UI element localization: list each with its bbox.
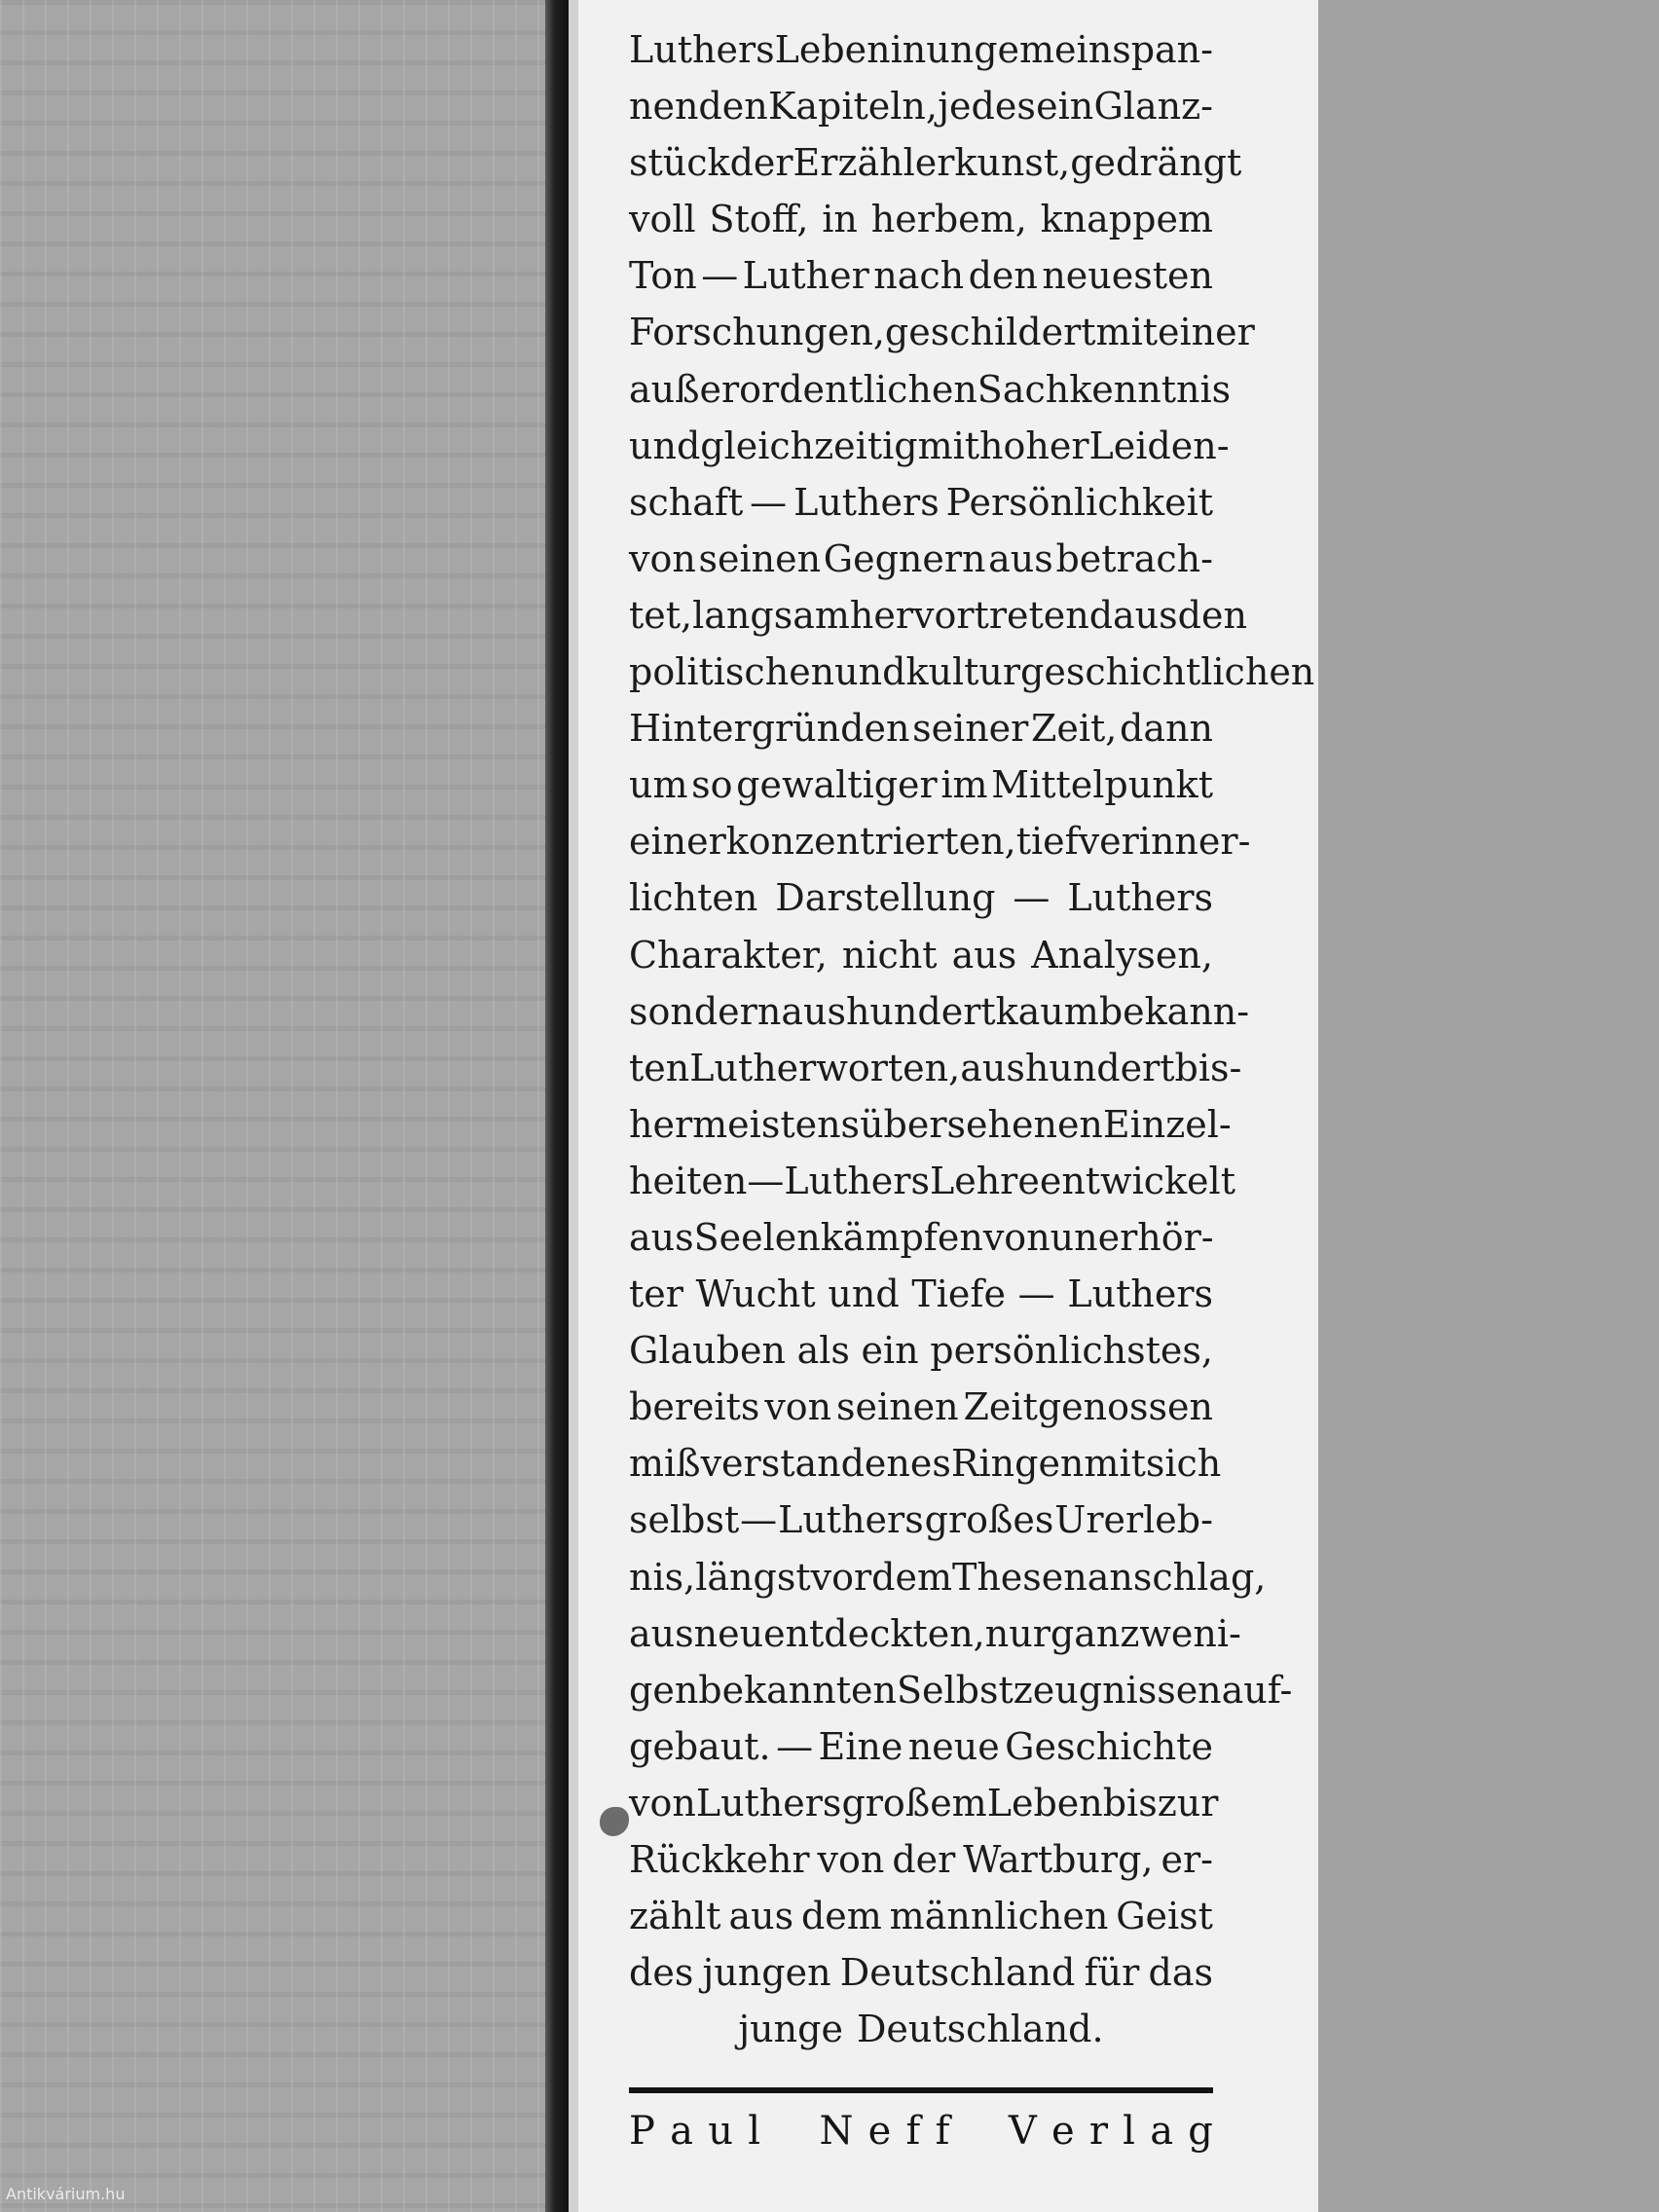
blurb-word: Leiden- <box>1088 424 1230 467</box>
blurb-word: Eine <box>818 1724 903 1768</box>
blurb-word: knappem <box>1040 198 1213 241</box>
blurb-word: her <box>629 1102 693 1146</box>
blurb-word: bekann- <box>1098 989 1250 1033</box>
blurb-word: Deutschland. <box>856 2008 1104 2051</box>
blurb-word: der <box>729 141 793 185</box>
blurb-word: Luthers <box>695 1781 842 1825</box>
blurb-line <box>629 1379 1213 1435</box>
publisher-letter: f <box>905 2109 921 2154</box>
blurb-word: Glanz- <box>1093 85 1213 129</box>
blurb-word: aus <box>781 989 846 1033</box>
blurb-word: Leben <box>986 1781 1103 1825</box>
blurb-word: mit <box>1095 311 1159 354</box>
blurb-word: schaft <box>629 480 744 524</box>
blurb-word: hoher <box>979 424 1089 467</box>
blurb-word: politischen <box>629 650 835 694</box>
blurb-word: selbst <box>629 1498 740 1542</box>
blurb-word: Ringen <box>950 1442 1085 1486</box>
blurb-word: auf- <box>1221 1668 1293 1712</box>
publisher-letter: a <box>670 2109 693 2154</box>
blurb-word: Hintergründen <box>629 707 910 751</box>
blurb-word: gleichzeitig <box>700 424 918 467</box>
blurb-word: meistens <box>692 1102 861 1146</box>
blurb-word: seinen <box>836 1385 959 1429</box>
blurb-word: den <box>968 254 1038 298</box>
blurb-line <box>629 361 1232 418</box>
blurb-word: konzentrierten, <box>725 820 1016 864</box>
blurb-word: stück <box>629 141 730 185</box>
blurb-word: großem <box>841 1781 987 1825</box>
blurb-word: Tiefe <box>911 1272 1006 1316</box>
blurb-word: hundert <box>1024 1046 1175 1089</box>
blurb-word: bekannten <box>698 1668 897 1712</box>
blurb-word: hundert <box>845 989 996 1033</box>
blurb-word: persönlichstes, <box>930 1329 1213 1373</box>
blurb-word: Analysen, <box>1031 933 1213 977</box>
blurb-word: außerordentlichen <box>629 367 977 411</box>
blurb-word: unerhör- <box>1050 1215 1214 1259</box>
blurb-word: zählt <box>629 1895 721 1938</box>
blurb-word: seinen <box>698 536 822 580</box>
blurb-word: jedes <box>938 85 1036 129</box>
blurb-word: Einzel- <box>1102 1102 1232 1146</box>
blurb-word: der <box>892 1838 956 1881</box>
blurb-word: aus <box>988 536 1053 580</box>
blurb-word: aus <box>951 933 1017 977</box>
blurb-word: Mittelpunkt <box>991 763 1213 807</box>
publisher-letter: P <box>629 2109 655 2154</box>
blurb-word: sondern <box>629 989 782 1033</box>
blurb-word: Wartburg, <box>963 1838 1154 1881</box>
blurb-word: Lehre <box>929 1159 1040 1202</box>
blurb-word: bis- <box>1174 1046 1242 1089</box>
blurb-word: sich <box>1145 1442 1222 1486</box>
blurb-word: zur <box>1157 1781 1219 1825</box>
blurb-word: von <box>764 1385 832 1429</box>
blurb-line <box>629 1040 1242 1096</box>
blurb-word: Geist <box>1116 1895 1213 1938</box>
publisher-letter: f <box>935 2109 950 2154</box>
blurb-word: Luthers <box>784 1159 930 1202</box>
blurb-word: gewaltiger <box>736 763 938 807</box>
blurb-word: Stoff, <box>709 198 809 241</box>
blurb-word: bis <box>1102 1781 1158 1825</box>
blurb-word: mißverstandenes <box>629 1442 951 1486</box>
blurb-line <box>629 134 1242 191</box>
blurb-word: aus <box>728 1895 794 1938</box>
blurb-word: seiner <box>912 707 1029 751</box>
blurb-word: als <box>796 1329 850 1373</box>
blurb-word: um <box>629 763 688 807</box>
blurb-word: in <box>822 198 858 241</box>
page-edge <box>569 0 578 2212</box>
blurb-word: Urerleb- <box>1054 1498 1213 1542</box>
blurb-word: tief <box>1015 820 1079 864</box>
blurb-word: langsam <box>692 593 850 637</box>
blurb-word: nenden <box>629 85 768 129</box>
publisher-letter: l <box>748 2109 760 2154</box>
blurb-word: von <box>982 1215 1051 1259</box>
blurb-line <box>629 304 1255 360</box>
blurb-word: Lutherworten, <box>689 1046 961 1089</box>
blurb-line <box>629 1153 1235 1209</box>
blurb-word: Geschichte <box>1005 1724 1213 1768</box>
blurb-word: — <box>1017 1272 1055 1316</box>
blurb-word: gedrängt <box>1070 141 1242 185</box>
blurb-text <box>629 21 1315 2057</box>
blurb-word: vor <box>810 1555 872 1599</box>
blurb-word: kaum <box>995 989 1099 1033</box>
blurb-word: und <box>828 1272 900 1316</box>
blurb-word: ten <box>629 1046 690 1089</box>
blurb-word: junge <box>738 2008 843 2051</box>
blurb-word: Thesenanschlag, <box>951 1555 1267 1599</box>
blurb-word: dem <box>871 1555 952 1599</box>
blurb-word: im <box>940 763 988 807</box>
publisher-letter: u <box>708 2109 733 2154</box>
blurb-line <box>629 2001 1213 2057</box>
blurb-word: betrach- <box>1055 536 1213 580</box>
watermark-text: Antikvárium.hu <box>6 2185 126 2203</box>
blurb-word: für <box>1084 1951 1140 1995</box>
blurb-word: mit <box>1084 1442 1146 1486</box>
blurb-line <box>629 418 1230 474</box>
blurb-word: Leben <box>774 28 891 71</box>
blurb-word: entwickelt <box>1039 1159 1235 1202</box>
blurb-word: großes <box>924 1498 1054 1542</box>
publisher-letter: V <box>1008 2109 1037 2154</box>
blurb-line <box>629 1888 1213 1944</box>
blurb-word: Rückkehr <box>629 1838 810 1881</box>
blurb-word: das <box>1148 1951 1213 1995</box>
blurb-word: und <box>834 650 906 694</box>
blurb-word: Seelenkämpfen <box>693 1215 983 1259</box>
blurb-word: Luthers <box>629 28 775 71</box>
divider-rule <box>629 2087 1213 2093</box>
blurb-word: den <box>1177 593 1247 637</box>
blurb-line <box>629 1775 1219 1831</box>
blurb-word: er- <box>1161 1838 1213 1881</box>
blurb-word: bereits <box>629 1385 760 1429</box>
blurb-word: männlichen <box>889 1895 1109 1938</box>
blurb-line <box>629 1435 1222 1492</box>
publisher-letter: e <box>1051 2109 1075 2154</box>
blurb-word: tet, <box>629 593 693 637</box>
blurb-word: von <box>629 536 696 580</box>
blurb-word: gebaut. <box>629 1724 771 1768</box>
blurb-word: Luthers <box>778 1498 924 1542</box>
blurb-line <box>629 983 1250 1040</box>
blurb-word: herbem, <box>870 198 1027 241</box>
blurb-word: ter <box>629 1272 683 1316</box>
blurb-word: entdeckten, <box>763 1611 985 1655</box>
publisher-letter: l <box>1123 2109 1135 2154</box>
blurb-line <box>629 1266 1213 1322</box>
blurb-word: ein <box>861 1329 919 1373</box>
blurb-word: Selbstzeugnissen <box>896 1668 1222 1712</box>
blurb-word: neuesten <box>1042 254 1213 298</box>
blurb-word: — <box>776 1724 814 1768</box>
blurb-word: — <box>750 480 788 524</box>
publisher-letter: N <box>819 2109 854 2154</box>
publisher-letter: a <box>1150 2109 1174 2154</box>
blurb-word: ungemein <box>926 28 1113 71</box>
blurb-line <box>629 78 1213 134</box>
publisher-name <box>629 2109 1213 2154</box>
blurb-word: Erzählerkunst, <box>793 141 1071 185</box>
blurb-line <box>629 531 1213 587</box>
blurb-word: kulturgeschichtlichen <box>905 650 1315 694</box>
blurb-line <box>629 1605 1241 1662</box>
blurb-word: voll <box>629 198 696 241</box>
blurb-word: aus <box>629 1611 694 1655</box>
blurb-line <box>629 927 1213 983</box>
blurb-word: ganz <box>1050 1611 1140 1655</box>
blurb-word: hervortretend <box>849 593 1114 637</box>
blurb-line <box>629 1831 1213 1888</box>
blurb-line <box>629 1322 1213 1379</box>
blurb-word: so <box>691 763 733 807</box>
blurb-word: mit <box>917 424 980 467</box>
blurb-word: Ton <box>629 254 697 298</box>
blurb-word: — <box>740 1498 778 1542</box>
blurb-word: einer <box>629 820 726 864</box>
blurb-word: gen <box>629 1668 699 1712</box>
blurb-word: und <box>629 424 701 467</box>
blurb-line <box>629 813 1251 869</box>
blurb-word: Luthers <box>1067 876 1213 920</box>
publisher-letter: r <box>1088 2109 1108 2154</box>
blurb-word: Zeit, <box>1030 707 1118 751</box>
blurb-word: Luthers <box>1067 1272 1213 1316</box>
blurb-word: Luthers <box>793 480 940 524</box>
book-cover-board <box>0 0 550 2212</box>
blurb-word: Gegnern <box>823 536 986 580</box>
blurb-word: Glauben <box>629 1329 786 1373</box>
blurb-line <box>629 474 1213 531</box>
blurb-word: weni- <box>1139 1611 1241 1655</box>
blurb-word: — <box>747 1159 785 1202</box>
blurb-word: Forschungen, <box>629 311 885 354</box>
book-spine <box>545 0 569 2212</box>
blurb-word: dem <box>800 1895 882 1938</box>
blurb-word: aus <box>960 1046 1025 1089</box>
blurb-word: Deutschland <box>839 1951 1076 1995</box>
blurb-word: jungen <box>702 1951 831 1995</box>
blurb-word: nis, <box>629 1555 696 1599</box>
blurb-word: Zeitgenossen <box>963 1385 1213 1429</box>
blurb-word: geschildert <box>884 311 1096 354</box>
blurb-word: nach <box>873 254 965 298</box>
blurb-line <box>629 1662 1293 1718</box>
blurb-line <box>629 587 1247 644</box>
blurb-line <box>629 1096 1232 1153</box>
blurb-word: nicht <box>841 933 938 977</box>
blurb-line <box>629 1492 1213 1548</box>
blurb-word: neue <box>907 1724 1000 1768</box>
publisher-letter: g <box>1188 2109 1213 2154</box>
blurb-line <box>629 1209 1213 1266</box>
blurb-word: längst <box>695 1555 811 1599</box>
blurb-word: heiten <box>629 1159 748 1202</box>
blurb-line <box>629 191 1213 247</box>
blurb-word: — <box>701 254 739 298</box>
blurb-line <box>629 1944 1213 2001</box>
blurb-word: Luther <box>742 254 869 298</box>
blurb-word: Darstellung <box>775 876 996 920</box>
blurb-word: lichten <box>629 876 758 920</box>
blurb-word: Sachkenntnis <box>977 367 1232 411</box>
blurb-line <box>629 1549 1267 1605</box>
blurb-line <box>629 21 1213 78</box>
blurb-word: aus <box>1113 593 1178 637</box>
blurb-line <box>629 644 1315 700</box>
blurb-word: — <box>1013 876 1051 920</box>
blurb-line <box>629 1718 1213 1775</box>
blurb-word: Wucht <box>695 1272 816 1316</box>
blurb-word: ein <box>1036 85 1094 129</box>
blurb-word: übersehenen <box>860 1102 1103 1146</box>
blurb-word: Charakter, <box>629 933 828 977</box>
blurb-word: des <box>629 1951 694 1995</box>
blurb-word: Persönlichkeit <box>945 480 1213 524</box>
blurb-line <box>629 700 1213 756</box>
blurb-word: von <box>629 1781 696 1825</box>
blurb-word: span- <box>1112 28 1213 71</box>
blurb-word: von <box>817 1838 885 1881</box>
publisher-letter: e <box>867 2109 892 2154</box>
blurb-line <box>629 756 1213 813</box>
blurb-word: dann <box>1120 707 1213 751</box>
blurb-word: aus <box>629 1215 694 1259</box>
blurb-word: in <box>890 28 927 71</box>
blurb-word: Kapiteln, <box>767 85 938 129</box>
blurb-word: neu <box>693 1611 764 1655</box>
blurb-word: einer <box>1158 311 1255 354</box>
blurb-word: nur <box>984 1611 1051 1655</box>
book-page-right <box>1318 0 1659 2212</box>
blurb-line <box>629 869 1213 926</box>
blurb-line <box>629 247 1213 304</box>
blurb-word: verinner- <box>1078 820 1251 864</box>
